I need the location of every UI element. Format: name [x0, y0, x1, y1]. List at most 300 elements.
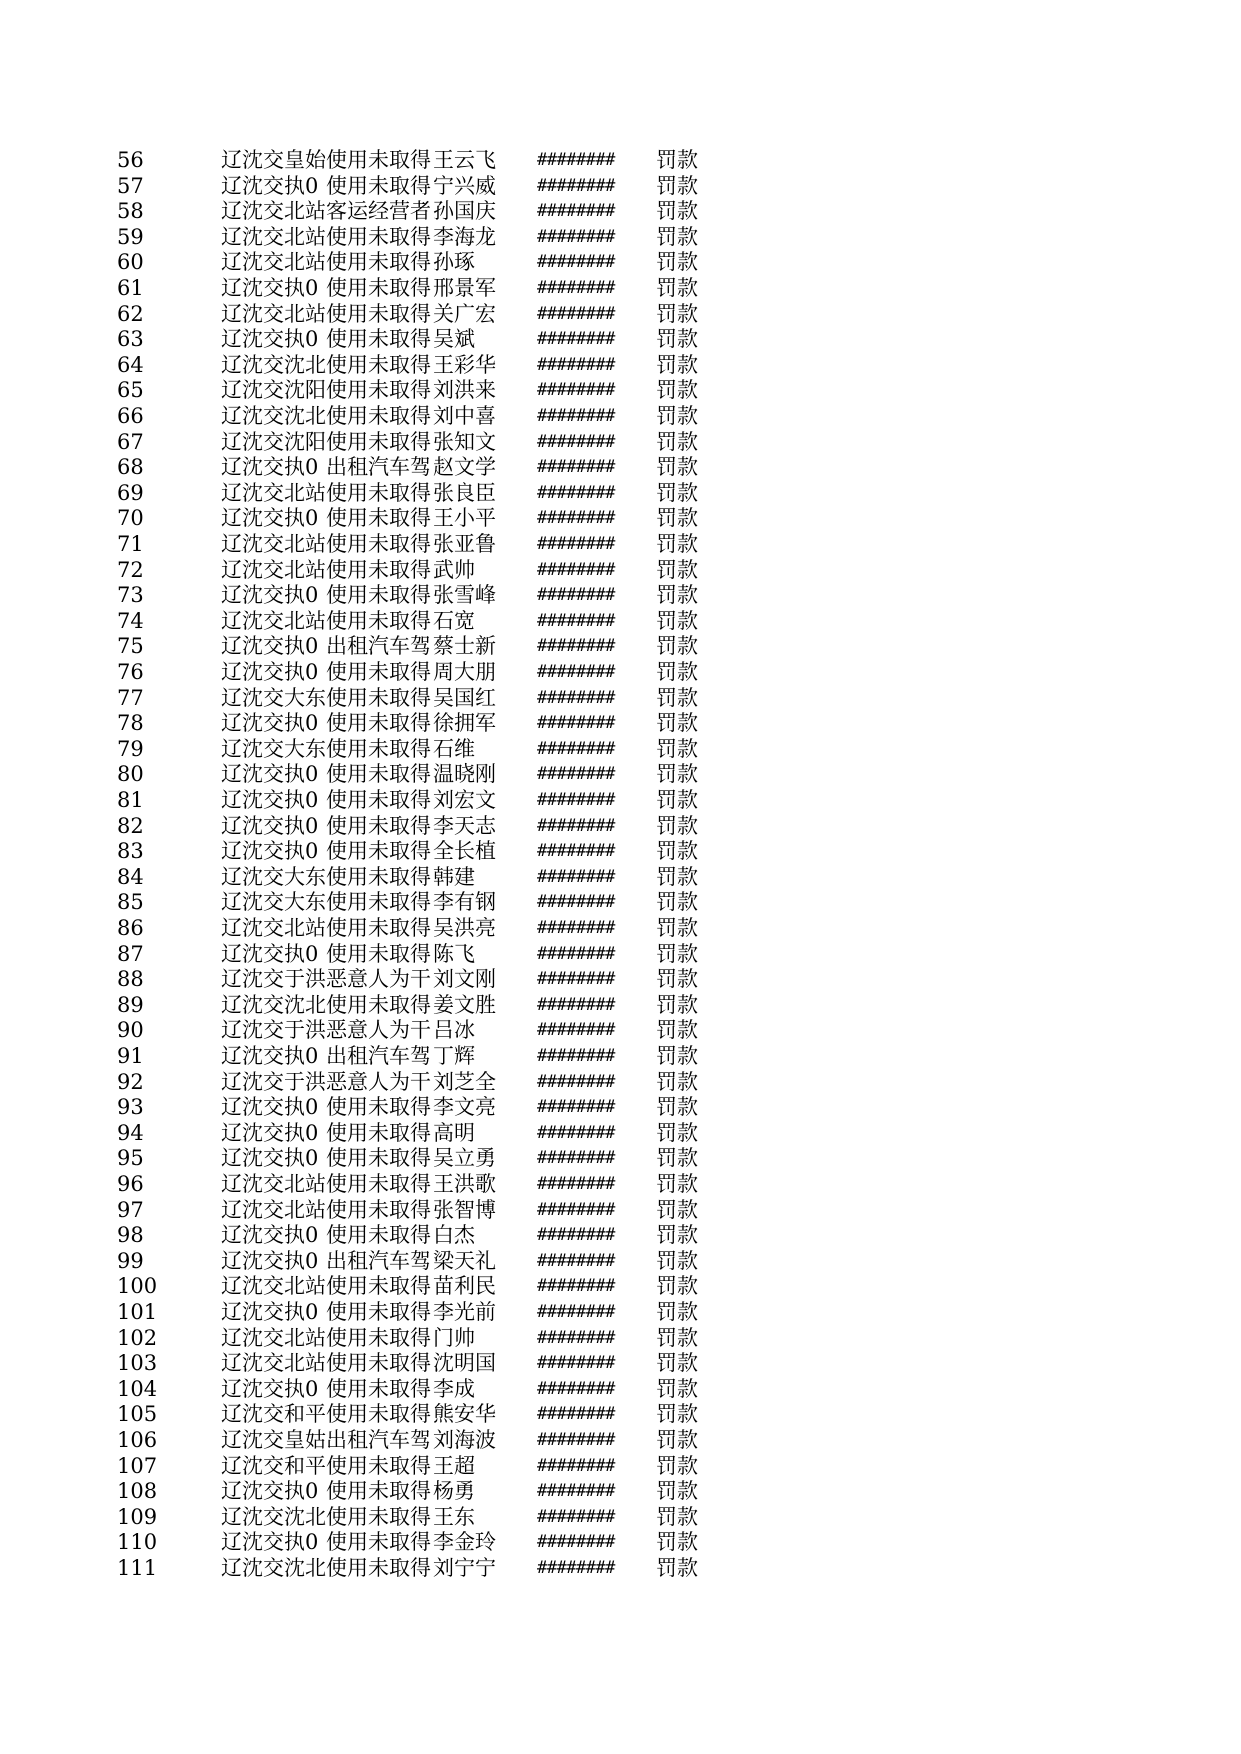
penalty-type-cell: 罚款: [656, 327, 698, 352]
person-name-cell: 徐拥军: [433, 711, 496, 736]
person-name-cell: 张智博: [433, 1197, 496, 1222]
person-name-cell: 王小平: [433, 506, 496, 531]
date-cell: ########: [537, 252, 615, 273]
person-name-cell: 石宽: [433, 608, 475, 633]
table-row: [0, 941, 1241, 967]
penalty-type-cell: 罚款: [656, 634, 698, 659]
date-cell: ########: [537, 1404, 615, 1425]
table-row: [0, 1069, 1241, 1095]
person-name-cell: 王云飞: [433, 148, 496, 172]
table-row: [0, 685, 1241, 711]
agency-cell: 辽沈交于洪: [221, 967, 326, 992]
row-number: 57: [117, 173, 144, 198]
agency-cell: 辽沈交北站: [221, 1325, 326, 1350]
agency-cell: 辽沈交和平: [221, 1402, 326, 1427]
penalty-type-cell: 罚款: [656, 1428, 698, 1452]
person-name-cell: 李有钢: [433, 890, 496, 915]
table-row: [0, 1401, 1241, 1427]
table-row: [0, 1222, 1241, 1248]
date-cell: ########: [537, 559, 615, 580]
row-number: 100: [117, 1274, 158, 1299]
person-name-cell: 蔡士新: [433, 634, 496, 659]
agency-cell: 辽沈交北站: [221, 301, 326, 326]
agency-cell: 辽沈交北站: [221, 1172, 326, 1196]
table-row: [0, 454, 1241, 480]
violation-cell: 使用未取得: [326, 1351, 431, 1376]
violation-cell: 出租汽车驾: [326, 634, 431, 659]
penalty-type-cell: 罚款: [656, 1402, 698, 1427]
person-name-cell: 温晓刚: [433, 762, 496, 787]
table-row: [0, 429, 1241, 455]
violation-cell: 使用未取得: [326, 839, 431, 864]
person-name-cell: 刘宁宁: [433, 1556, 496, 1580]
violation-cell: 使用未取得: [326, 1172, 431, 1196]
penalty-type-cell: 罚款: [656, 1376, 698, 1401]
person-name-cell: 韩建: [433, 864, 475, 889]
row-number: 98: [117, 1223, 144, 1248]
date-cell: ########: [537, 918, 615, 938]
agency-cell: 辽沈交北站: [221, 224, 326, 249]
row-number: 68: [117, 455, 144, 480]
row-number: 111: [117, 1556, 158, 1580]
penalty-type-cell: 罚款: [656, 532, 698, 556]
row-number: 83: [117, 839, 144, 864]
date-cell: ########: [537, 406, 615, 426]
penalty-type-cell: 罚款: [656, 148, 698, 172]
penalty-type-cell: 罚款: [656, 455, 698, 480]
agency-cell: 辽沈交执0: [221, 327, 319, 352]
table-row: [0, 1529, 1241, 1555]
date-cell: ########: [537, 969, 615, 990]
violation-cell: 使用未取得: [326, 1504, 431, 1529]
agency-cell: 辽沈交沈北: [221, 992, 326, 1017]
violation-cell: 使用未取得: [326, 557, 431, 582]
date-cell: ########: [537, 1250, 615, 1271]
violation-cell: 使用未取得: [326, 992, 431, 1017]
penalty-type-cell: 罚款: [656, 506, 698, 531]
violation-cell: 使用未取得: [326, 813, 431, 838]
date-cell: ########: [537, 1302, 615, 1322]
person-name-cell: 吴斌: [433, 327, 475, 352]
penalty-type-cell: 罚款: [656, 813, 698, 838]
agency-cell: 辽沈交执0: [221, 173, 319, 198]
table-row: [0, 1453, 1241, 1479]
date-cell: ########: [537, 790, 615, 810]
violation-cell: 使用未取得: [326, 660, 431, 684]
person-name-cell: 全长植: [433, 839, 496, 864]
agency-cell: 辽沈交北站: [221, 557, 326, 582]
agency-cell: 辽沈交执0: [221, 1479, 319, 1504]
agency-cell: 辽沈交和平: [221, 1453, 326, 1478]
penalty-type-cell: 罚款: [656, 1504, 698, 1529]
agency-cell: 辽沈交执0: [221, 711, 319, 736]
violation-cell: 使用未取得: [326, 1325, 431, 1350]
date-cell: ########: [537, 738, 615, 759]
table-row: [0, 608, 1241, 634]
table-row: [0, 480, 1241, 506]
table-row: [0, 761, 1241, 787]
violation-cell: 使用未取得: [326, 608, 431, 633]
penalty-type-cell: 罚款: [656, 378, 698, 403]
agency-cell: 辽沈交执0: [221, 1376, 319, 1401]
agency-cell: 辽沈交北站: [221, 1274, 326, 1299]
penalty-type-cell: 罚款: [656, 199, 698, 224]
date-cell: ########: [537, 662, 615, 682]
person-name-cell: 刘中喜: [433, 404, 496, 428]
person-name-cell: 王东: [433, 1504, 475, 1529]
row-number: 59: [117, 224, 144, 249]
agency-cell: 辽沈交执0: [221, 941, 319, 966]
date-cell: ########: [537, 354, 615, 375]
table-row: [0, 1248, 1241, 1274]
person-name-cell: 门帅: [433, 1325, 475, 1350]
table-row: [0, 915, 1241, 941]
penalty-type-cell: 罚款: [656, 967, 698, 992]
row-number: 65: [117, 378, 144, 403]
violation-cell: 出租汽车驾: [326, 1248, 431, 1273]
violation-cell: 使用未取得: [326, 352, 431, 377]
person-name-cell: 姜文胜: [433, 992, 496, 1017]
row-number: 86: [117, 916, 144, 940]
row-number: 108: [117, 1479, 158, 1504]
table-row: [0, 224, 1241, 250]
date-cell: ########: [537, 431, 615, 452]
date-cell: ########: [537, 1532, 615, 1553]
agency-cell: 辽沈交沈阳: [221, 429, 326, 454]
penalty-type-cell: 罚款: [656, 276, 698, 300]
violation-cell: 使用未取得: [326, 1453, 431, 1478]
date-cell: ########: [537, 1558, 615, 1578]
agency-cell: 辽沈交执0: [221, 1223, 319, 1248]
date-cell: ########: [537, 892, 615, 913]
penalty-type-cell: 罚款: [656, 916, 698, 940]
date-cell: ########: [537, 201, 615, 222]
date-cell: ########: [537, 380, 615, 401]
row-number: 85: [117, 890, 144, 915]
violation-cell: 使用未取得: [326, 1556, 431, 1580]
violation-cell: 恶意人为干: [326, 967, 431, 992]
table-row: [0, 1478, 1241, 1504]
date-cell: ########: [537, 1378, 615, 1399]
penalty-type-cell: 罚款: [656, 1146, 698, 1171]
agency-cell: 辽沈交执0: [221, 276, 319, 300]
row-number: 73: [117, 583, 144, 608]
penalty-type-cell: 罚款: [656, 557, 698, 582]
violation-cell: 使用未取得: [326, 1223, 431, 1248]
row-number: 105: [117, 1402, 158, 1427]
person-name-cell: 武帅: [433, 557, 475, 582]
row-number: 67: [117, 429, 144, 454]
penalty-type-cell: 罚款: [656, 941, 698, 966]
date-cell: ########: [537, 1455, 615, 1476]
agency-cell: 辽沈交沈阳: [221, 378, 326, 403]
penalty-type-cell: 罚款: [656, 1479, 698, 1504]
violation-cell: 使用未取得: [326, 711, 431, 736]
violation-cell: 使用未取得: [326, 1146, 431, 1171]
penalty-type-cell: 罚款: [656, 890, 698, 915]
person-name-cell: 刘宏文: [433, 788, 496, 812]
table-row: [0, 377, 1241, 403]
row-number: 74: [117, 608, 144, 633]
table-row: [0, 787, 1241, 813]
table-row: [0, 301, 1241, 327]
violation-cell: 恶意人为干: [326, 1018, 431, 1043]
date-cell: ########: [537, 764, 615, 785]
table-row: [0, 352, 1241, 378]
person-name-cell: 石维: [433, 736, 475, 761]
violation-cell: 出租汽车驾: [326, 1044, 431, 1068]
person-name-cell: 熊安华: [433, 1402, 496, 1427]
person-name-cell: 孙国庆: [433, 199, 496, 224]
agency-cell: 辽沈交执0: [221, 506, 319, 531]
penalty-type-cell: 罚款: [656, 1044, 698, 1068]
violation-cell: 使用未取得: [326, 506, 431, 531]
row-number: 69: [117, 480, 144, 505]
agency-cell: 辽沈交沈北: [221, 404, 326, 428]
row-number: 61: [117, 276, 144, 300]
violation-cell: 出租汽车驾: [326, 1428, 431, 1452]
row-number: 81: [117, 788, 144, 812]
person-name-cell: 杨勇: [433, 1479, 475, 1504]
table-row: [0, 173, 1241, 199]
table-row: [0, 1043, 1241, 1069]
table-row: [0, 992, 1241, 1018]
penalty-type-cell: 罚款: [656, 1095, 698, 1120]
table-row: [0, 1299, 1241, 1325]
penalty-type-cell: 罚款: [656, 429, 698, 454]
violation-cell: 使用未取得: [326, 480, 431, 505]
agency-cell: 辽沈交皇始: [221, 148, 326, 172]
violation-cell: 使用未取得: [326, 1095, 431, 1120]
table-row: [0, 1555, 1241, 1581]
date-cell: ########: [537, 329, 615, 350]
penalty-type-cell: 罚款: [656, 992, 698, 1017]
row-number: 95: [117, 1146, 144, 1171]
date-cell: ########: [537, 482, 615, 503]
penalty-type-cell: 罚款: [656, 1453, 698, 1478]
person-name-cell: 张亚鲁: [433, 532, 496, 556]
row-number: 103: [117, 1351, 158, 1376]
agency-cell: 辽沈交执0: [221, 1146, 319, 1171]
violation-cell: 使用未取得: [326, 916, 431, 940]
violation-cell: 使用未取得: [326, 301, 431, 326]
table-row: [0, 1504, 1241, 1530]
date-cell: ########: [537, 1430, 615, 1450]
violation-cell: 使用未取得: [326, 378, 431, 403]
violation-cell: 使用未取得: [326, 1300, 431, 1324]
person-name-cell: 白杰: [433, 1223, 475, 1248]
penalty-type-cell: 罚款: [656, 1556, 698, 1580]
row-number: 101: [117, 1300, 158, 1324]
date-cell: ########: [537, 1276, 615, 1297]
table-row: [0, 198, 1241, 224]
violation-cell: 恶意人为干: [326, 1069, 431, 1094]
penalty-type-cell: 罚款: [656, 583, 698, 608]
person-name-cell: 李成: [433, 1376, 475, 1401]
table-row: [0, 326, 1241, 352]
date-cell: ########: [537, 534, 615, 554]
violation-cell: 使用未取得: [326, 788, 431, 812]
table-row: [0, 838, 1241, 864]
table-row: [0, 710, 1241, 736]
table-row: [0, 889, 1241, 915]
person-name-cell: 吴洪亮: [433, 916, 496, 940]
date-cell: ########: [537, 1174, 615, 1194]
date-cell: ########: [537, 1199, 615, 1220]
agency-cell: 辽沈交执0: [221, 583, 319, 608]
table-row: [0, 1197, 1241, 1223]
table-row: [0, 505, 1241, 531]
date-cell: ########: [537, 1020, 615, 1041]
date-cell: ########: [537, 636, 615, 657]
penalty-type-cell: 罚款: [656, 1223, 698, 1248]
penalty-type-cell: 罚款: [656, 480, 698, 505]
penalty-type-cell: 罚款: [656, 1069, 698, 1094]
violation-cell: 使用未取得: [326, 276, 431, 300]
person-name-cell: 高明: [433, 1120, 475, 1145]
table-row: [0, 1273, 1241, 1299]
violation-cell: 使用未取得: [326, 404, 431, 428]
date-cell: ########: [537, 1148, 615, 1169]
row-number: 79: [117, 736, 144, 761]
table-row: [0, 147, 1241, 173]
date-cell: ########: [537, 1122, 615, 1143]
penalty-type-cell: 罚款: [656, 1300, 698, 1324]
agency-cell: 辽沈交执0: [221, 1300, 319, 1324]
agency-cell: 辽沈交执0: [221, 1044, 319, 1068]
person-name-cell: 周大朋: [433, 660, 496, 684]
table-row: [0, 659, 1241, 685]
person-name-cell: 王洪歌: [433, 1172, 496, 1196]
person-name-cell: 梁天礼: [433, 1248, 496, 1273]
penalty-type-cell: 罚款: [656, 711, 698, 736]
row-number: 87: [117, 941, 144, 966]
penalty-type-cell: 罚款: [656, 224, 698, 249]
agency-cell: 辽沈交北站: [221, 250, 326, 275]
violation-cell: 使用未取得: [326, 890, 431, 915]
person-name-cell: 王超: [433, 1453, 475, 1478]
person-name-cell: 李天志: [433, 813, 496, 838]
table-row: [0, 1094, 1241, 1120]
penalty-type-cell: 罚款: [656, 1172, 698, 1196]
row-number: 102: [117, 1325, 158, 1350]
person-name-cell: 丁辉: [433, 1044, 475, 1068]
row-number: 109: [117, 1504, 158, 1529]
person-name-cell: 刘文刚: [433, 967, 496, 992]
row-number: 71: [117, 532, 144, 556]
agency-cell: 辽沈交于洪: [221, 1069, 326, 1094]
penalty-type-cell: 罚款: [656, 250, 698, 275]
agency-cell: 辽沈交执0: [221, 1120, 319, 1145]
person-name-cell: 沈明国: [433, 1351, 496, 1376]
violation-cell: 使用未取得: [326, 429, 431, 454]
penalty-type-cell: 罚款: [656, 839, 698, 864]
date-cell: ########: [537, 1046, 615, 1066]
agency-cell: 辽沈交执0: [221, 660, 319, 684]
agency-cell: 辽沈交执0: [221, 1530, 319, 1555]
row-number: 88: [117, 967, 144, 992]
violation-cell: 使用未取得: [326, 1120, 431, 1145]
violation-cell: 使用未取得: [326, 736, 431, 761]
date-cell: ########: [537, 841, 615, 862]
violation-cell: 使用未取得: [326, 1274, 431, 1299]
violation-cell: 使用未取得: [326, 532, 431, 556]
table-row: [0, 1017, 1241, 1043]
table-row: [0, 1325, 1241, 1351]
violation-cell: 使用未取得: [326, 583, 431, 608]
penalty-type-cell: 罚款: [656, 736, 698, 761]
row-number: 82: [117, 813, 144, 838]
table-row: [0, 1171, 1241, 1197]
penalty-type-cell: 罚款: [656, 1120, 698, 1145]
date-cell: ########: [537, 1225, 615, 1246]
penalty-type-cell: 罚款: [656, 1325, 698, 1350]
agency-cell: 辽沈交执0: [221, 839, 319, 864]
row-number: 91: [117, 1044, 144, 1068]
table-row: [0, 813, 1241, 839]
person-name-cell: 陈飞: [433, 941, 475, 966]
person-name-cell: 关广宏: [433, 301, 496, 326]
penalty-type-cell: 罚款: [656, 864, 698, 889]
row-number: 63: [117, 327, 144, 352]
row-number: 106: [117, 1428, 158, 1452]
table-row: [0, 864, 1241, 890]
violation-cell: 使用未取得: [326, 941, 431, 966]
violation-cell: 使用未取得: [326, 1376, 431, 1401]
agency-cell: 辽沈交于洪: [221, 1018, 326, 1043]
agency-cell: 辽沈交北站: [221, 1197, 326, 1222]
person-name-cell: 张良臣: [433, 480, 496, 505]
penalty-type-cell: 罚款: [656, 1197, 698, 1222]
date-cell: ########: [537, 150, 615, 170]
table-row: [0, 966, 1241, 992]
agency-cell: 辽沈交北站: [221, 608, 326, 633]
agency-cell: 辽沈交执0: [221, 455, 319, 480]
date-cell: ########: [537, 226, 615, 247]
person-name-cell: 刘洪来: [433, 378, 496, 403]
table-row: [0, 582, 1241, 608]
agency-cell: 辽沈交北站: [221, 916, 326, 940]
date-cell: ########: [537, 866, 615, 887]
person-name-cell: 刘海波: [433, 1428, 496, 1452]
penalty-type-cell: 罚款: [656, 173, 698, 198]
date-cell: ########: [537, 175, 615, 196]
row-number: 84: [117, 864, 144, 889]
violation-cell: 使用未取得: [326, 1402, 431, 1427]
row-number: 66: [117, 404, 144, 428]
row-number: 97: [117, 1197, 144, 1222]
person-name-cell: 吴国红: [433, 685, 496, 710]
penalty-type-cell: 罚款: [656, 788, 698, 812]
violation-cell: 使用未取得: [326, 1479, 431, 1504]
date-cell: ########: [537, 1353, 615, 1374]
person-name-cell: 赵文学: [433, 455, 496, 480]
agency-cell: 辽沈交大东: [221, 890, 326, 915]
date-cell: ########: [537, 687, 615, 708]
date-cell: ########: [537, 278, 615, 298]
date-cell: ########: [537, 610, 615, 631]
row-number: 96: [117, 1172, 144, 1196]
penalty-type-cell: 罚款: [656, 1530, 698, 1555]
person-name-cell: 吕冰: [433, 1018, 475, 1043]
penalty-type-cell: 罚款: [656, 352, 698, 377]
violation-cell: 使用未取得: [326, 148, 431, 172]
penalty-type-cell: 罚款: [656, 660, 698, 684]
table-row: [0, 1376, 1241, 1402]
date-cell: ########: [537, 1481, 615, 1502]
person-name-cell: 宁兴威: [433, 173, 496, 198]
row-number: 76: [117, 660, 144, 684]
